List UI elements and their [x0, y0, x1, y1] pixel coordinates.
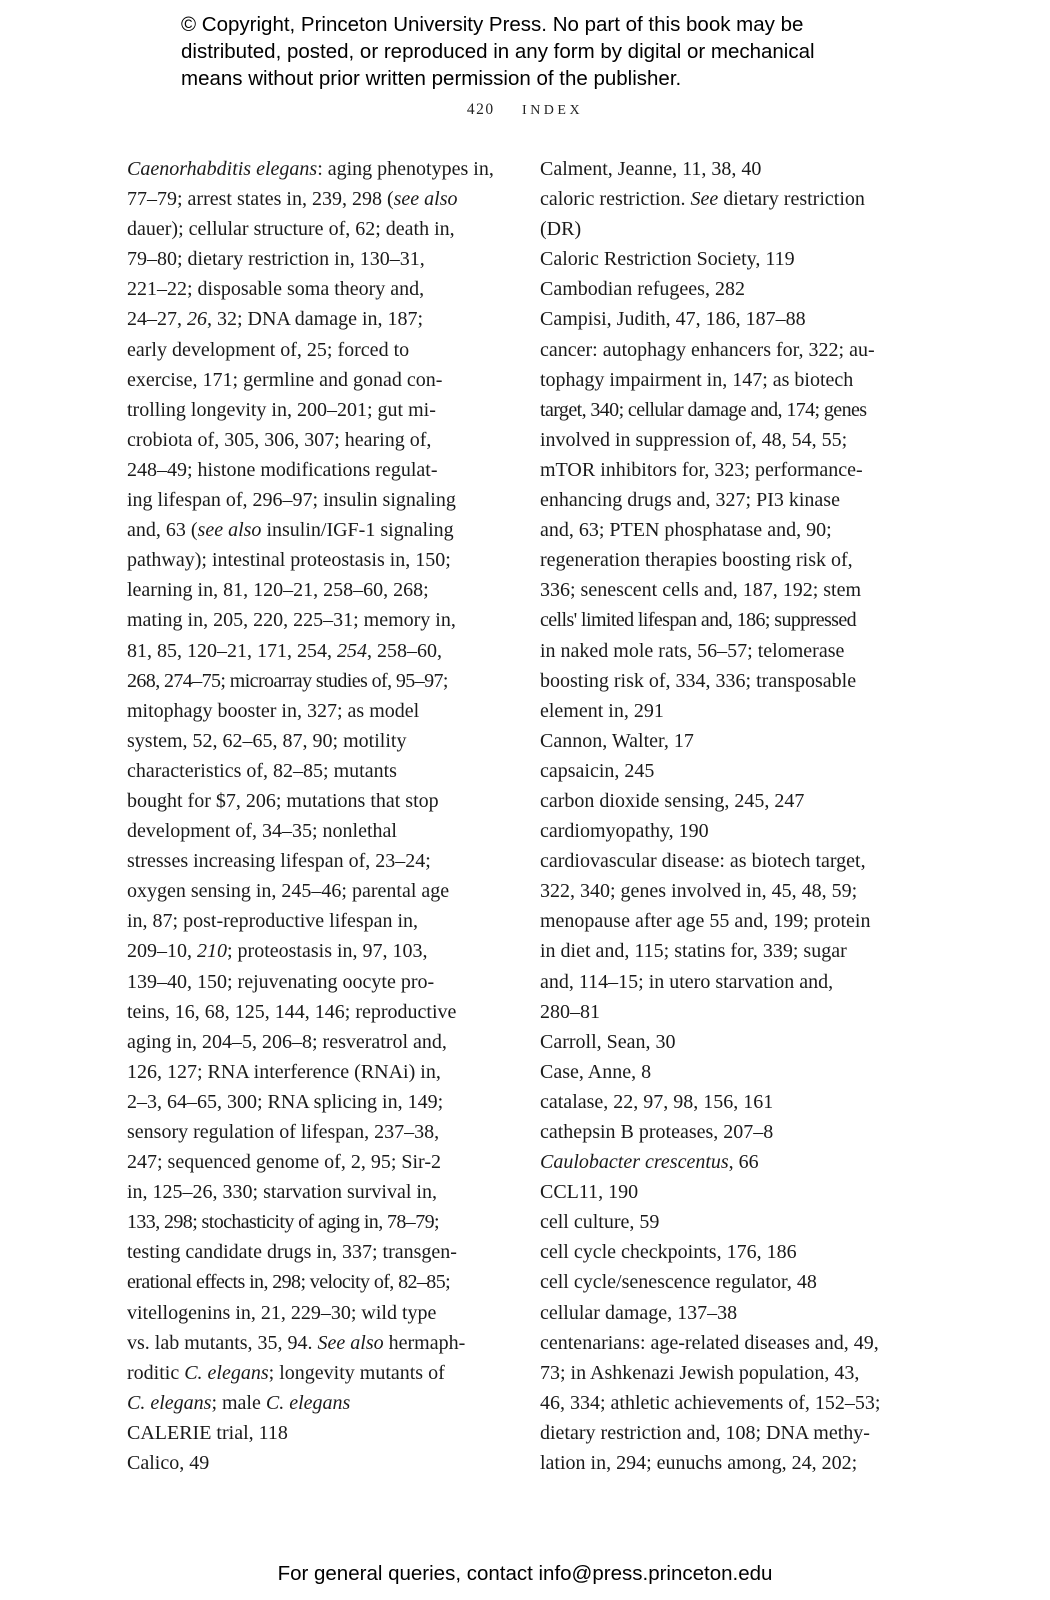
entry-text: caloric restriction. — [540, 188, 691, 211]
entry-line: testing candidate drugs in, 337; transgen- — [127, 1241, 457, 1264]
entry-line — [127, 515, 507, 545]
entry-line: 247; sequenced genome of, 2, 95; Sir-2 — [127, 1151, 441, 1174]
entry-text: insulin/IGF-1 signaling — [261, 519, 454, 542]
entry-line: cathepsin B proteases, 207–8 — [540, 1121, 774, 1143]
entry-line — [127, 184, 507, 214]
index-entry — [540, 756, 920, 786]
entry-line: 268, 274–75; microarray studies of, 95–97; — [127, 669, 448, 692]
entry-line: Caloric Restriction Society, 119 — [540, 248, 795, 271]
entry-text-italic: 26 — [187, 308, 207, 331]
entry-line: mTOR inhibitors for, 323; performance- — [540, 458, 863, 481]
entry-text-italic: 210 — [197, 940, 227, 963]
index-entry — [540, 335, 920, 726]
entry-line: Cannon, Walter, 17 — [540, 729, 694, 752]
entry-line: ing lifespan of, 296–97; insulin signaling — [127, 489, 456, 512]
entry-line: mating in, 205, 220, 225–31; memory in, — [127, 609, 456, 632]
entry-line — [540, 184, 920, 214]
entry-line: learning in, 81, 120–21, 258–60, 268; — [127, 579, 429, 602]
contact-footer: For general queries, contact info@press.princeton.edu — [277, 1562, 773, 1585]
entry-line: teins, 16, 68, 125, 144, 146; reproductive — [127, 1000, 457, 1023]
entry-line — [127, 1388, 507, 1418]
entry-text: ; proteostasis in, 97, 103, — [227, 940, 428, 963]
entry-line: centenarians: age-related diseases and, 49, — [540, 1331, 879, 1354]
entry-line: involved in suppression of, 48, 54, 55; — [540, 428, 848, 451]
entry-line: 79–80; dietary restriction in, 130–31, — [127, 248, 425, 271]
entry-line: 133, 298; stochasticity of aging in, 78–79; — [127, 1211, 439, 1234]
entry-line: pathway); intestinal proteostasis in, 150; — [127, 549, 451, 572]
index-entry — [540, 1117, 920, 1147]
index-column-left — [127, 154, 507, 1478]
entry-text: ; male — [211, 1391, 266, 1414]
entry-line: cardiovascular disease: as biotech target, — [540, 850, 866, 873]
entry-line: bought for $7, 206; mutations that stop — [127, 789, 439, 812]
entry-text: hermaph- — [383, 1331, 466, 1354]
entry-line: catalase, 22, 97, 98, 156, 161 — [540, 1090, 774, 1113]
entry-line: cellular damage, 137–38 — [540, 1301, 738, 1324]
entry-line: CALERIE trial, 118 — [127, 1421, 288, 1444]
entry-line — [127, 636, 507, 666]
running-head — [0, 101, 1050, 119]
entry-line: 46, 334; athletic achievements of, 152–53; — [540, 1391, 881, 1414]
entry-line: crobiota of, 305, 306, 307; hearing of, — [127, 428, 432, 451]
entry-line: 322, 340; genes involved in, 45, 48, 59; — [540, 880, 858, 903]
entry-line: cell cycle/senescence regulator, 48 — [540, 1271, 817, 1294]
entry-line: Carroll, Sean, 30 — [540, 1030, 676, 1053]
entry-line: 221–22; disposable soma theory and, — [127, 278, 425, 301]
entry-line — [540, 1147, 920, 1177]
entry-line: and, 63; PTEN phosphatase and, 90; — [540, 519, 832, 542]
index-entry — [540, 726, 920, 756]
entry-text-italic: see also — [197, 519, 262, 542]
entry-line: trolling longevity in, 200–201; gut mi- — [127, 398, 436, 421]
entry-line: boosting risk of, 334, 336; transposable — [540, 669, 857, 692]
entry-line: development of, 34–35; nonlethal — [127, 820, 397, 843]
index-entry — [540, 786, 920, 816]
index-entry — [540, 154, 920, 184]
index-entry — [540, 1298, 920, 1328]
entry-line: CCL11, 190 — [540, 1181, 639, 1204]
entry-text: 81, 85, 120–21, 171, 254, — [127, 639, 337, 662]
entry-line: cell cycle checkpoints, 176, 186 — [540, 1241, 797, 1264]
index-entry — [540, 1087, 920, 1117]
entry-line: characteristics of, 82–85; mutants — [127, 759, 397, 782]
entry-text: dietary restriction — [718, 188, 865, 211]
entry-line: sensory regulation of lifespan, 237–38, — [127, 1121, 440, 1143]
copyright-line: means without prior written permission of the publisher. — [181, 67, 682, 90]
index-entry — [540, 1177, 920, 1207]
entry-line: erational effects in, 298; velocity of, 82–85; — [127, 1271, 451, 1294]
entry-text: and, 63 ( — [127, 519, 198, 542]
entry-text: vs. lab mutants, 35, 94. — [127, 1331, 318, 1354]
entry-text: 24–27, — [127, 308, 187, 331]
index-entry — [127, 1418, 507, 1448]
entry-text-italic: see also — [393, 188, 458, 211]
index-entry — [540, 304, 920, 334]
entry-line: Campisi, Judith, 47, 186, 187–88 — [540, 308, 806, 331]
entry-text-italic: Caenorhabditis elegans — [127, 158, 318, 180]
entry-line: lation in, 294; eunuchs among, 24, 202; — [540, 1452, 858, 1475]
entry-text: , 66 — [728, 1151, 759, 1174]
entry-line: 126, 127; RNA interference (RNAi) in, — [127, 1060, 441, 1083]
index-entry — [540, 846, 920, 1027]
entry-line — [127, 304, 507, 334]
index-entry — [127, 1448, 507, 1478]
page-number: 420 — [466, 101, 495, 118]
entry-text-italic: See — [690, 188, 719, 211]
entry-line: and, 114–15; in utero starvation and, — [540, 970, 834, 993]
entry-line: element in, 291 — [540, 699, 664, 722]
entry-line — [127, 154, 507, 184]
entry-line: 336; senescent cells and, 187, 192; stem — [540, 579, 862, 602]
entry-line: cancer: autophagy enhancers for, 322; au- — [540, 338, 875, 361]
index-entry — [540, 274, 920, 304]
page-title: INDEX — [522, 103, 584, 118]
entry-line: Calment, Jeanne, 11, 38, 40 — [540, 158, 762, 180]
entry-text-italic: C. elegans — [184, 1361, 269, 1384]
entry-text: : aging phenotypes in, — [317, 158, 494, 180]
index-entry — [540, 244, 920, 274]
entry-text: ; longevity mutants of — [268, 1361, 445, 1384]
entry-line: in, 125–26, 330; starvation survival in, — [127, 1181, 437, 1204]
entry-line: oxygen sensing in, 245–46; parental age — [127, 880, 450, 903]
entry-text-italic: C. elegans — [127, 1391, 212, 1414]
entry-text: 209–10, — [127, 940, 197, 963]
index-entry — [540, 1237, 920, 1267]
copyright-line: distributed, posted, or reproduced in any form by digital or mechanical — [181, 40, 815, 63]
index-column-right — [540, 154, 920, 1478]
entry-line: dauer); cellular structure of, 62; death in, — [127, 218, 455, 241]
entry-text: 77–79; arrest states in, 239, 298 ( — [127, 188, 394, 211]
index-entry — [540, 184, 920, 244]
entry-line: 139–40, 150; rejuvenating oocyte pro- — [127, 970, 435, 993]
entry-line: system, 52, 62–65, 87, 90; motility — [127, 729, 407, 752]
entry-line: 248–49; histone modifications regulat- — [127, 458, 438, 481]
index-entry — [540, 1027, 920, 1057]
entry-line: target, 340; cellular damage and, 174; genes — [540, 398, 867, 421]
entry-line: tophagy impairment in, 147; as biotech — [540, 368, 854, 391]
entry-text-italic: C. elegans — [265, 1391, 351, 1414]
index-entry — [540, 816, 920, 846]
entry-line: vitellogenins in, 21, 229–30; wild type — [127, 1301, 437, 1324]
entry-line: Calico, 49 — [127, 1452, 210, 1475]
entry-line: carbon dioxide sensing, 245, 247 — [540, 789, 805, 812]
entry-line: in naked mole rats, 56–57; telomerase — [540, 639, 845, 662]
entry-line: mitophagy booster in, 327; as model — [127, 699, 420, 722]
index-entry — [540, 1147, 920, 1177]
entry-line: Case, Anne, 8 — [540, 1060, 652, 1083]
entry-line: stresses increasing lifespan of, 23–24; — [127, 850, 431, 873]
entry-line: dietary restriction and, 108; DNA methy- — [540, 1421, 870, 1444]
entry-line: 73; in Ashkenazi Jewish population, 43, — [540, 1361, 860, 1384]
entry-text-italic: See also — [317, 1331, 384, 1354]
entry-line: cardiomyopathy, 190 — [540, 820, 709, 843]
entry-line: cell culture, 59 — [540, 1211, 660, 1234]
copyright-line: © Copyright, Princeton University Press. No part of this book may be — [181, 13, 804, 36]
entry-text-italic: Caulobacter crescentus — [540, 1151, 729, 1174]
entry-text: , 258–60, — [367, 639, 442, 662]
entry-line: menopause after age 55 and, 199; protein — [540, 910, 871, 933]
entry-text-italic: 254 — [337, 639, 367, 662]
index-entry — [540, 1267, 920, 1297]
entry-line: (DR) — [540, 218, 582, 241]
entry-line: enhancing drugs and, 327; PI3 kinase — [540, 489, 840, 512]
entry-line: cells' limited lifespan and, 186; suppressed — [540, 609, 857, 632]
entry-line: capsaicin, 245 — [540, 759, 655, 782]
index-entry — [540, 1057, 920, 1087]
entry-line: exercise, 171; germline and gonad con- — [127, 368, 443, 391]
entry-line: aging in, 204–5, 206–8; resveratrol and, — [127, 1030, 447, 1053]
entry-text: roditic — [127, 1361, 185, 1384]
index-entry — [540, 1328, 920, 1478]
entry-line: in, 87; post-reproductive lifespan in, — [127, 910, 419, 933]
index-entry — [540, 1207, 920, 1237]
copyright-notice — [181, 11, 941, 92]
entry-line — [127, 936, 507, 966]
entry-line: in diet and, 115; statins for, 339; sugar — [540, 940, 847, 963]
index-entry — [127, 154, 507, 1418]
entry-line: Cambodian refugees, 282 — [540, 278, 745, 301]
entry-line: 280–81 — [540, 1000, 600, 1023]
entry-line: 2–3, 64–65, 300; RNA splicing in, 149; — [127, 1090, 444, 1113]
entry-text: , 32; DNA damage in, 187; — [207, 308, 424, 331]
entry-line — [127, 1328, 507, 1358]
entry-line — [127, 1358, 507, 1388]
entry-line: regeneration therapies boosting risk of, — [540, 549, 853, 572]
entry-line: early development of, 25; forced to — [127, 338, 410, 361]
